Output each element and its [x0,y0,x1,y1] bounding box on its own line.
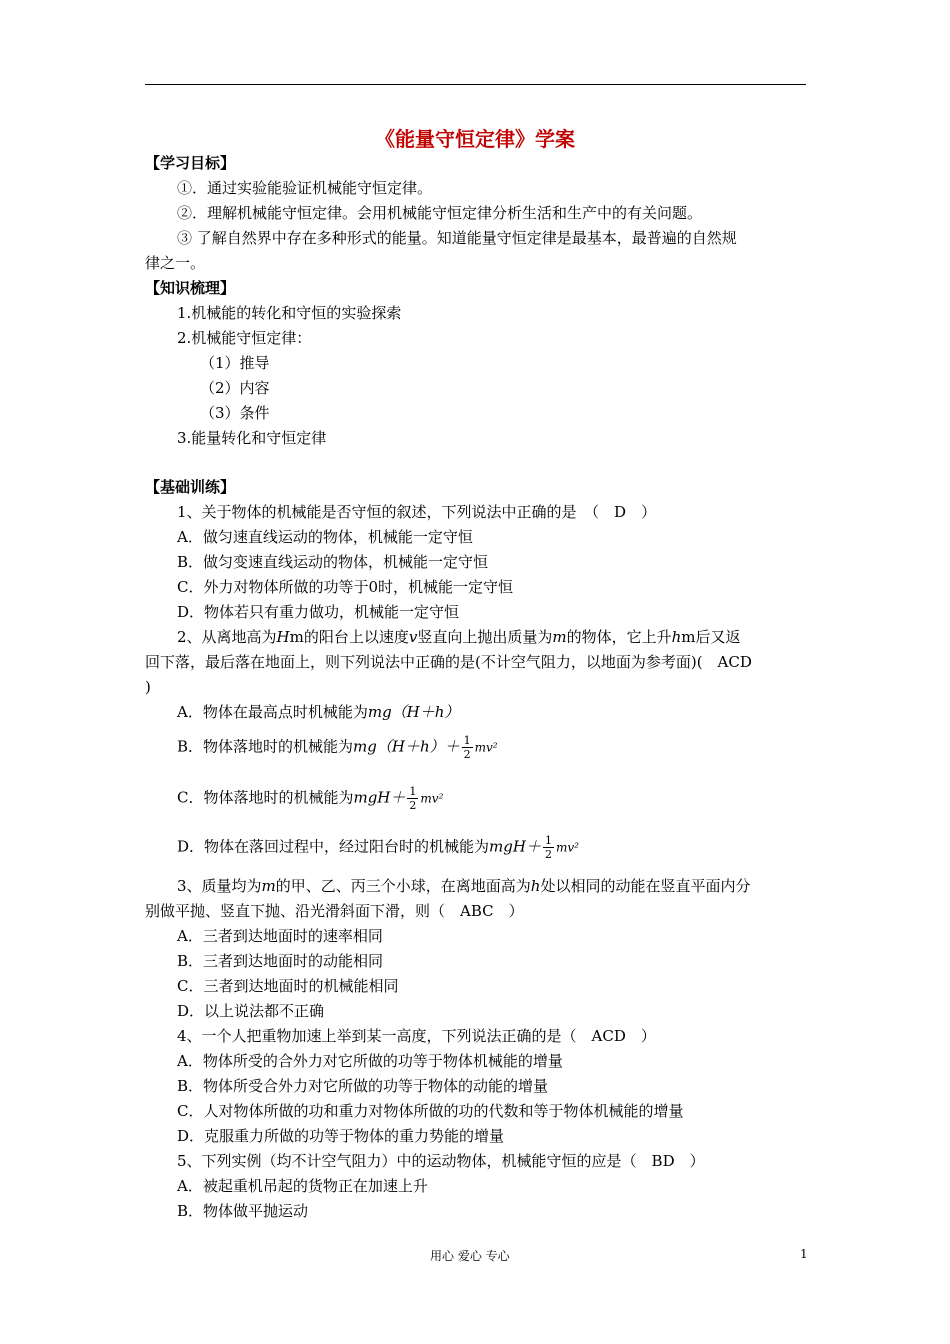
page-title: 《能量守恒定律》学案 [375,127,575,151]
question-4-option: B．物体所受合外力对它所做的功等于物体的动能的增量 [177,1077,549,1095]
heading-learning-goals: 【学习目标】 [145,154,236,172]
question-3-option: C．三者到达地面时的机械能相同 [177,977,399,995]
goal-item: ①．通过实验能验证机械能守恒定律。 [177,179,433,197]
question-2-option-d: D．物体在落回过程中，经过阳台时的机械能为mgH＋ $\frac{1}{2}$ mv² [177,834,579,861]
question-3-stem-cont: 别做平抛、竖直下抛、沿光滑斜面下滑，则（ ABC ） [145,902,524,920]
question-1-option: C．外力对物体所做的功等于0时，机械能一定守恒 [177,578,514,596]
heading-training: 【基础训练】 [145,478,236,496]
question-5-option: A．被起重机吊起的货物正在加速上升 [177,1177,428,1195]
page-number: 1 [800,1247,808,1261]
knowledge-item: （3）条件 [200,404,270,422]
question-3-option: D．以上说法都不正确 [177,1002,325,1020]
goal-item: ③ 了解自然界中存在多种形式的能量。知道能量守恒定律是最基本，最普遍的自然规 [177,229,737,247]
question-2-stem-cont: ) [145,678,151,696]
knowledge-item: 2.机械能守恒定律： [177,329,312,347]
knowledge-item: （2）内容 [200,379,270,397]
knowledge-item: 1.机械能的转化和守恒的实验探索 [177,304,402,322]
question-2-option-c: C．物体落地时的机械能为mgH＋ $\frac{1}{2}$ mv² [177,785,444,812]
question-4-option: A．物体所受的合外力对它所做的功等于物体机械能的增量 [177,1052,563,1070]
question-4-option: D．克服重力所做的功等于物体的重力势能的增量 [177,1127,505,1145]
question-2-stem-cont: 回下落，最后落在地面上，则下列说法中正确的是(不计空气阻力，以地面为参考面)( ACD [145,653,752,671]
question-1-stem: 1、关于物体的机械能是否守恒的叙述，下列说法中正确的是 （ D ） [177,503,657,521]
heading-knowledge: 【知识梳理】 [145,279,236,297]
header-rule [145,84,806,85]
question-4-stem: 4、一个人把重物加速上举到某一高度，下列说法正确的是（ ACD ） [177,1027,656,1045]
question-3-stem: 3、质量均为m的甲、乙、丙三个小球，在离地面高为h处以相同的动能在竖直平面内分 [177,877,751,895]
question-5-option: B．物体做平抛运动 [177,1202,309,1220]
goal-item: ②．理解机械能守恒定律。会用机械能守恒定律分析生活和生产中的有关问题。 [177,204,703,222]
question-1-option: B．做匀变速直线运动的物体，机械能一定守恒 [177,553,489,571]
fraction-half: $\frac{1}{2}$ [463,734,471,761]
question-1-option: D．物体若只有重力做功，机械能一定守恒 [177,603,460,621]
question-5-stem: 5、下列实例（均不计空气阻力）中的运动物体，机械能守恒的应是（ BD ） [177,1152,705,1170]
question-2-stem: 2、从离地高为Hm的阳台上以速度v竖直向上抛出质量为m的物体，它上升hm后又返 [177,628,741,646]
question-2-option-b: B．物体落地时的机械能为mg（H＋h）＋ $\frac{1}{2}$ mv² [177,734,498,761]
knowledge-item: （1）推导 [200,354,270,372]
knowledge-item: 3.能量转化和守恒定律 [177,429,327,447]
fraction-half: $\frac{1}{2}$ [544,834,552,861]
footer-slogan: 用心 爱心 专心 [430,1249,510,1263]
fraction-half: $\frac{1}{2}$ [409,785,417,812]
question-3-option: A．三者到达地面时的速率相同 [177,927,383,945]
goal-item: 律之一。 [145,254,206,272]
question-1-option: A．做匀速直线运动的物体，机械能一定守恒 [177,528,473,546]
question-4-option: C．人对物体所做的功和重力对物体所做的功的代数和等于物体机械能的增量 [177,1102,684,1120]
question-3-option: B．三者到达地面时的动能相同 [177,952,384,970]
question-2-option-a: A．物体在最高点时机械能为mg（H＋h） [177,703,460,721]
